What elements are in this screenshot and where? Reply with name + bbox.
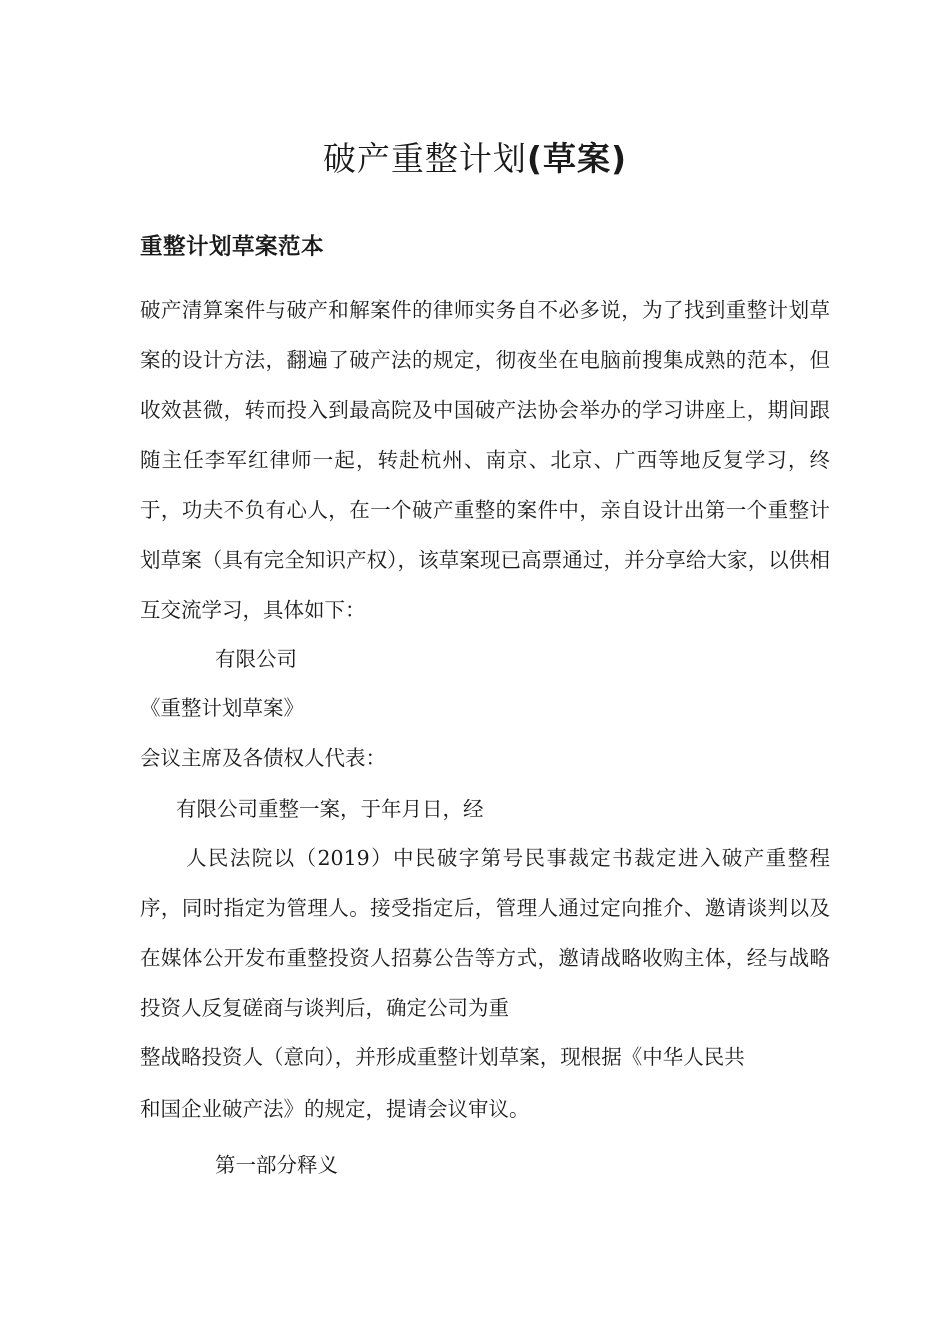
title-main: 破产重整计划 [322, 139, 527, 178]
part-heading: 第一部分释义 [215, 1153, 338, 1177]
section-heading: 重整计划草案范本 [140, 234, 325, 260]
law-line: 和国企业破产法》的规定，提请会议审议。 [140, 1097, 530, 1121]
strategy-line: 整战略投资人（意向），并形成重整计划草案，现根据《中华人民共 [140, 1045, 745, 1069]
address-line: 会议主席及各债权人代表： [140, 746, 386, 770]
company-line: 有限公司 [215, 647, 297, 671]
intro-paragraph: 破产清算案件与破产和解案件的律师实务自不必多说，为了找到重整计划草案的设计方法，翻遍了破产法的规定，彻夜坐在电脑前搜集成熟的范本，但收效甚微，转而投入到最高院及中国破产法协会举办的学习讲座上，期间跟随主任李军红律师一起，转赴杭州、南京、北京、广西等地反复学习，终于，功夫不负有心人，在一个破产重整的案件中，亲自设计出第一个重整计划草案（具有完全知识产权），该草案现已高票通过，并分享给大家，以供相互交流学习，具体如下： [140, 298, 830, 622]
document-title [0, 134, 950, 184]
case-line: 有限公司重整一案，于年月日，经 [176, 797, 484, 821]
plan-title-line: 《重整计划草案》 [140, 696, 304, 720]
court-paragraph: 人民法院以（2019）中民破字第号民事裁定书裁定进入破产重整程序，同时指定为管理人。接受指定后，管理人通过定向推介、邀请谈判以及在媒体公开发布重整投资人招募公告等方式，邀请战略收购主体，经与战略投资人反复磋商与谈判后，确定公司为重 [140, 846, 830, 1020]
title-paren: (草案) [526, 139, 628, 178]
